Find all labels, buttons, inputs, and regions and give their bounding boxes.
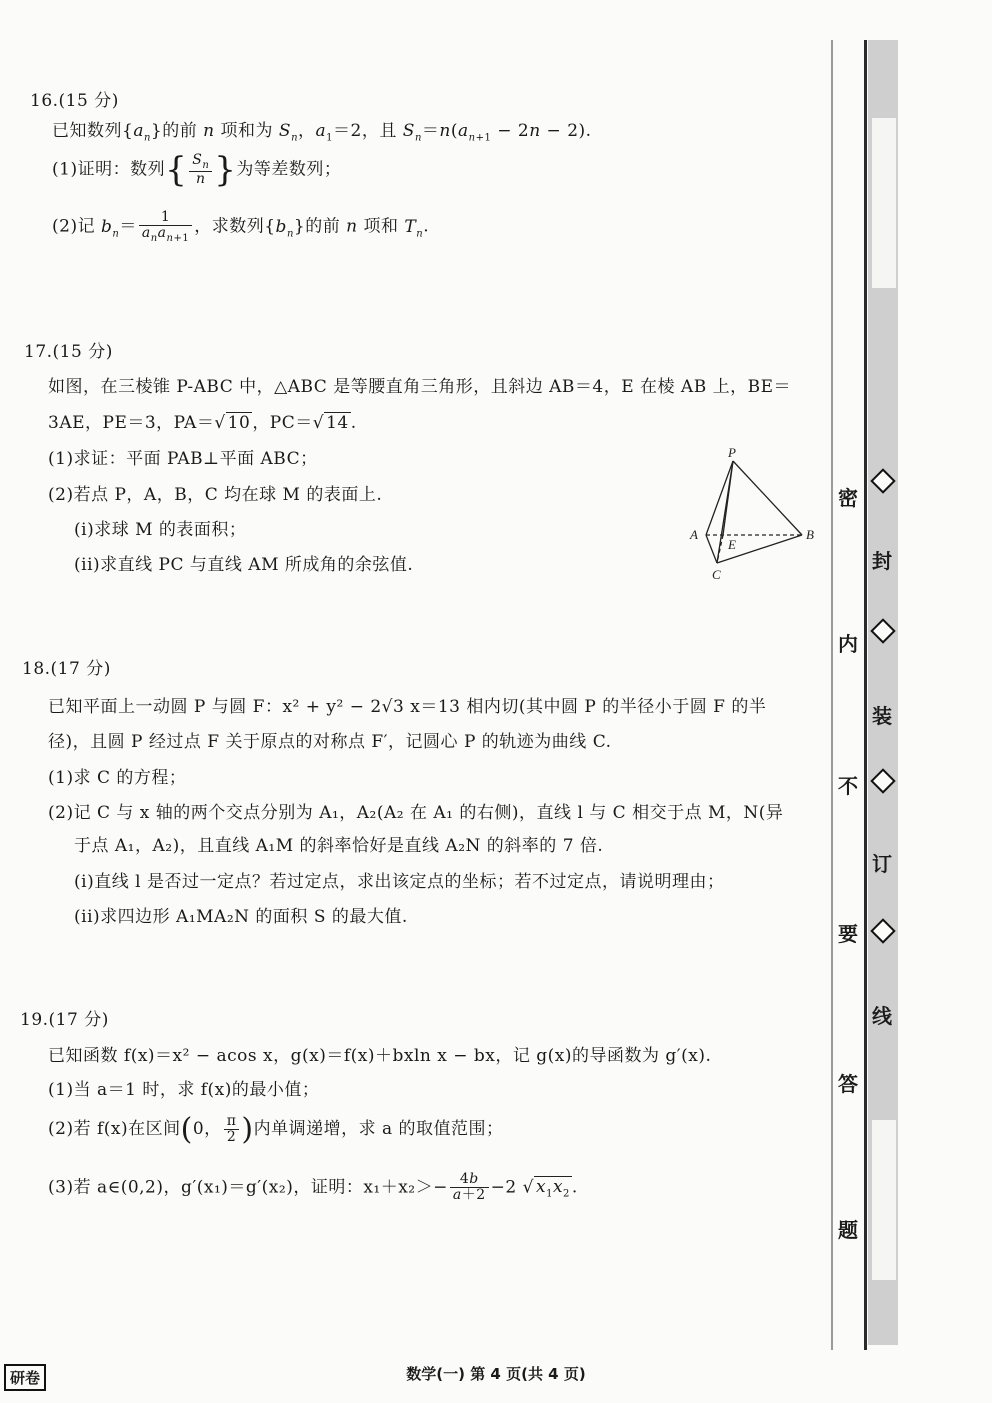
q16-part1: (1)证明：数列{ $\frac{S_n}{n}$ }为等差数列； <box>52 150 342 190</box>
q19-heading: 19.(17 分) <box>20 1010 109 1030</box>
q18-part2-i: (i)直线 l 是否过一定点？若过定点，求出该定点的坐标；若不过定点，请说明理由； <box>74 872 725 892</box>
binding-line-thick <box>864 40 867 1350</box>
brand-badge: 研卷 <box>4 1364 46 1391</box>
q16-stem: 已知数列$\{a_n\}$的前 n 项和为 $S_n$，$a_1=2$，且 $S_n=n(a_{n+1} - 2n - 2)$. <box>52 121 592 144</box>
seal-char-zhuang: 装 <box>872 704 892 728</box>
edge-PB <box>733 461 802 535</box>
label-B: B <box>806 527 814 542</box>
seal-char-ding: 订 <box>872 852 892 876</box>
edge-PE <box>723 461 733 535</box>
q16-heading: 16.(15 分) <box>30 91 119 111</box>
q19-part1: (1)当 a＝1 时，求 f(x)的最小值； <box>48 1080 320 1100</box>
q19-part2: (2)若 f(x)在区间(0， $\frac{\pi}{2}$ )内单调递增，求 a 的取值范围； <box>48 1112 504 1147</box>
q17-line1: 如图，在三棱锥 P-ABC 中，△ABC 是等腰直角三角形，且斜边 AB＝4，E 在棱 AB 上，BE＝ <box>48 377 792 397</box>
q16-part2: (2)记 $b_n=$ $\frac{1}{a_na_{n+1}}$ ，求数列$\{b_n\}$的前 n 项和 $T_n$. <box>52 209 430 245</box>
q18-part2-b: 于点 A₁，A₂)，且直线 A₁M 的斜率恰好是直线 A₂N 的斜率的 7 倍. <box>74 836 604 856</box>
seal-char-yao: 要 <box>838 922 858 946</box>
seal-char-ti: 题 <box>838 1218 858 1242</box>
q18-part2-ii: (ii)求四边形 A₁MA₂N 的面积 S 的最大值. <box>74 907 408 927</box>
q18-line2: 径)，且圆 P 经过点 F 关于原点的对称点 F′，记圆心 P 的轨迹为曲线 C. <box>48 732 612 752</box>
label-C: C <box>712 567 721 582</box>
binding-blank-1 <box>872 118 896 288</box>
q18-heading: 18.(17 分) <box>22 659 111 679</box>
page-footer: 数学(一) 第 4 页(共 4 页) <box>406 1365 586 1383</box>
q18-line1: 已知平面上一动圆 P 与圆 F：x² + y² − 2√3 x＝13 相内切(其中圆 P 的半径小于圆 F 的半 <box>48 697 767 717</box>
binding-line-thin <box>831 40 833 1350</box>
seal-char-xian: 线 <box>872 1004 892 1028</box>
q18-part1: (1)求 C 的方程； <box>48 768 187 788</box>
label-P: P <box>728 445 736 460</box>
label-A: A <box>690 527 698 542</box>
q17-part1: (1)求证：平面 PAB⊥平面 ABC； <box>48 449 318 469</box>
q17-part2: (2)若点 P，A，B，C 均在球 M 的表面上. <box>48 485 383 505</box>
edge-AC <box>706 535 717 563</box>
q17-line2: 3AE，PE＝3，PA＝√ 10 ，PC＝√ 14 . <box>48 413 357 433</box>
q18-part2-a: (2)记 C 与 x 轴的两个交点分别为 A₁，A₂(A₂ 在 A₁ 的右侧)，直线 l 与 C 相交于点 M，N(异 <box>48 803 784 823</box>
seal-char-mi: 密 <box>838 486 858 510</box>
q19-part3: (3)若 a∈(0,2)，g′(x₁)＝g′(x₂)，证明：x₁＋x₂＞− $\frac{4b}{a+2}$ −2 √ $x_1x_2$ . <box>48 1171 578 1204</box>
q19-line1: 已知函数 f(x)＝x² − acos x，g(x)＝f(x)＋bxln x − bx，记 g(x)的导函数为 g′(x). <box>48 1046 712 1066</box>
q17-part2-ii: (ii)求直线 PC 与直线 AM 所成角的余弦值. <box>74 555 414 575</box>
binding-blank-2 <box>872 1120 896 1280</box>
seal-char-nei: 内 <box>838 632 858 656</box>
seal-char-feng: 封 <box>872 549 892 573</box>
label-E: E <box>728 537 736 552</box>
edge-PA <box>706 461 733 535</box>
q17-heading: 17.(15 分) <box>24 342 113 362</box>
seal-char-bu: 不 <box>838 774 858 798</box>
q17-part2-i: (i)求球 M 的表面积； <box>74 520 247 540</box>
edge-EC <box>717 535 723 563</box>
seal-char-da: 答 <box>838 1072 858 1096</box>
tetrahedron-figure <box>686 445 820 585</box>
